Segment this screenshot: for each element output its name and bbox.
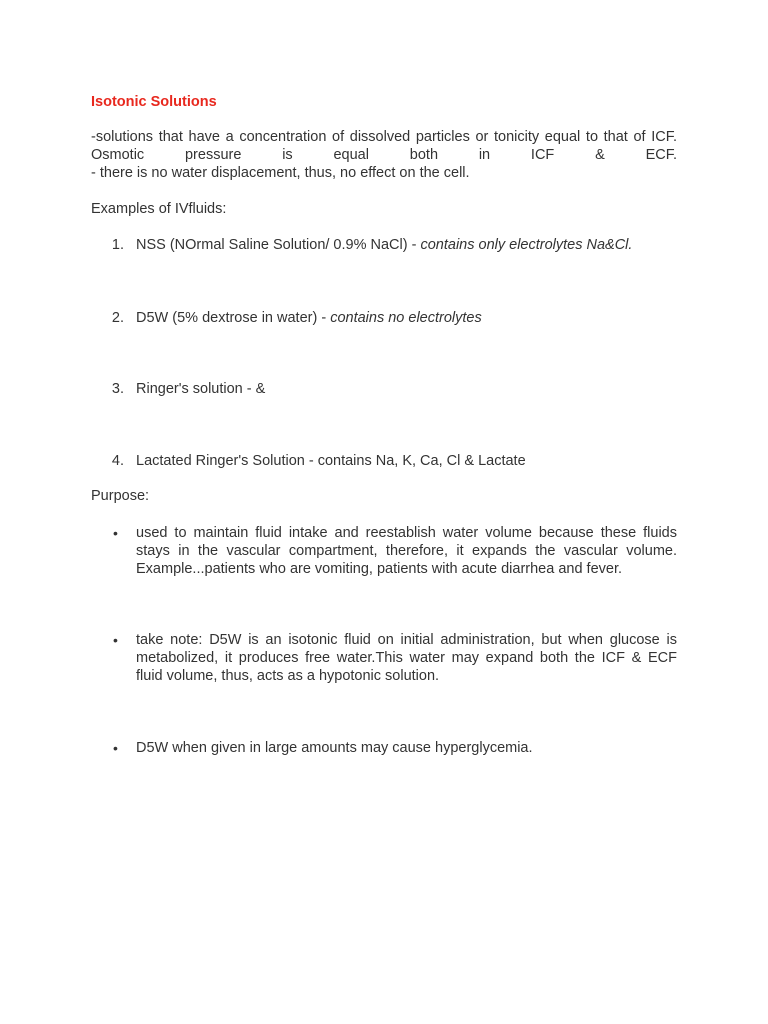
purpose-text (136, 631, 677, 685)
example-item-2 (91, 309, 677, 327)
list-number: 2. (111, 310, 124, 326)
example-text: D5W (5% dextrose in water) - (136, 310, 331, 326)
list-text (136, 380, 265, 398)
example-text: Ringer's solution - & (136, 381, 266, 397)
examples-label: Examples of IVfluids: (91, 201, 227, 217)
purpose-line: fluid volume, thus, acts as a hypotonic solution. (136, 668, 440, 684)
bullet-icon: • (113, 740, 118, 756)
purpose-line: used to maintain fluid intake and reestablish water volume because these fluids (136, 525, 677, 541)
purpose-label: Purpose: (91, 488, 150, 504)
intro-line-2: Osmotic pressure is equal both in ICF & ECF. (91, 147, 677, 163)
example-item-1 (91, 236, 677, 254)
list-text (136, 309, 482, 327)
list-number: 3. (111, 381, 124, 397)
purpose-line: take note: D5W is an isotonic fluid on initial administration, but when glucose is (136, 632, 677, 648)
example-text: Lactated Ringer's Solution - contains Na, K, Ca, Cl & Lactate (136, 453, 526, 469)
example-text: NSS (NOrmal Saline Solution/ 0.9% NaCl) - (136, 237, 421, 253)
purpose-line: metabolized, it produces free water.This water may expand both the ICF & ECF (136, 650, 677, 666)
example-note: contains no electrolytes (330, 310, 482, 326)
example-item-3 (91, 380, 677, 398)
bullet-icon: • (113, 632, 118, 648)
purpose-text (136, 524, 677, 578)
page-title: Isotonic Solutions (91, 94, 217, 110)
intro-line-3: - there is no water displacement, thus, no effect on the cell. (91, 165, 470, 181)
list-number: 1. (111, 237, 124, 253)
list-text (136, 236, 632, 254)
purpose-line: Example...patients who are vomiting, patients with acute diarrhea and fever. (136, 561, 623, 577)
purpose-text (136, 739, 677, 757)
example-note: contains only electrolytes Na&Cl. (420, 237, 633, 253)
bullet-icon: • (113, 525, 118, 541)
intro-paragraph (91, 128, 677, 182)
list-number: 4. (111, 453, 124, 469)
purpose-line: stays in the vascular compartment, therefore, it expands the vascular volume. (136, 543, 677, 559)
example-item-4 (91, 452, 677, 470)
purpose-line: D5W when given in large amounts may cause hyperglycemia. (136, 740, 533, 756)
list-text (136, 452, 526, 470)
intro-line-1: -solutions that have a concentration of dissolved particles or tonicity equal to that of ICF. (91, 129, 677, 145)
